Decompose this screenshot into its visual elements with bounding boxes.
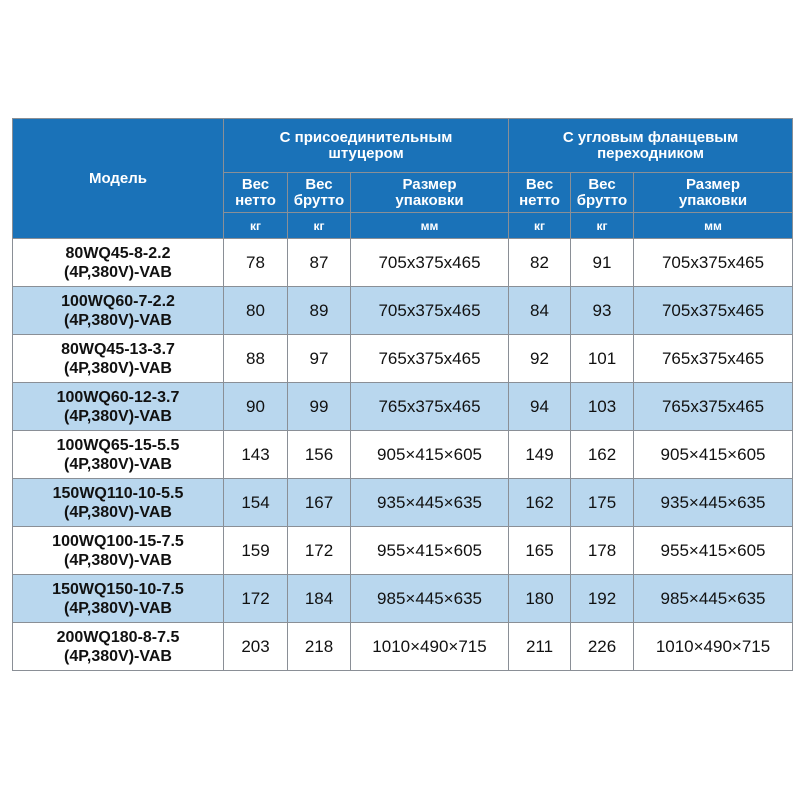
table-row — [13, 335, 793, 383]
gross-weight-cell — [571, 623, 634, 671]
gross-weight-cell-text: 162 — [587, 444, 617, 464]
net-weight-cell — [224, 383, 288, 431]
net-weight-header-flange — [509, 173, 571, 213]
net-weight-cell-text: 154 — [241, 492, 270, 512]
package-size-cell-text: 705x375x465 — [661, 252, 765, 272]
gross-weight-cell — [288, 239, 351, 287]
net-weight-cell — [224, 335, 288, 383]
package-size-cell — [634, 527, 793, 575]
model-cell — [13, 527, 224, 575]
group-header-fitting-line1: С присоединительным — [279, 128, 453, 146]
net-weight-cell — [224, 575, 288, 623]
net-weight-header-fitting — [224, 173, 288, 213]
unit-kg-net-flange — [509, 213, 571, 239]
gross-weight-cell — [571, 479, 634, 527]
unit-kg-gross-flange — [571, 213, 634, 239]
net-weight-header-fitting-text-2: нетто — [235, 191, 276, 209]
package-size-cell-text: 1010×490×715 — [655, 636, 771, 656]
net-weight-cell — [224, 239, 288, 287]
model-cell-text-1: 100WQ65-15-5.5 — [56, 436, 180, 454]
spec-table — [12, 118, 793, 671]
model-cell-text-2: (4P,380V)-VAB — [64, 503, 172, 521]
gross-weight-cell-text: 167 — [304, 492, 334, 512]
net-weight-cell — [224, 527, 288, 575]
net-weight-cell-text: 88 — [246, 348, 265, 368]
net-weight-cell-text: 78 — [246, 252, 265, 272]
gross-weight-cell-text: 93 — [592, 300, 612, 320]
package-size-cell-text: 905×415×605 — [377, 444, 482, 464]
package-size-cell-text: 705x375x465 — [378, 300, 481, 320]
gross-weight-header-fitting-text-1: Вес — [305, 175, 333, 193]
package-size-cell-text: 955×415×605 — [377, 540, 482, 560]
net-weight-cell-text: 90 — [246, 396, 265, 416]
package-size-cell — [634, 623, 793, 671]
package-size-cell — [634, 383, 793, 431]
net-weight-cell-text: 172 — [241, 588, 270, 608]
model-cell-text-2: (4P,380V)-VAB — [64, 455, 172, 473]
gross-weight-header-flange-text-2: брутто — [576, 191, 628, 209]
net-weight-cell — [509, 431, 571, 479]
package-size-cell — [351, 623, 509, 671]
group-header-flange-line1: С угловым фланцевым — [562, 128, 739, 146]
gross-weight-cell-text: 172 — [304, 540, 334, 560]
model-cell-text-1: 80WQ45-8-2.2 — [65, 244, 171, 262]
table-row — [13, 239, 793, 287]
gross-weight-cell — [288, 623, 351, 671]
gross-weight-cell-text: 218 — [304, 636, 334, 656]
table-body — [13, 239, 793, 671]
model-cell — [13, 623, 224, 671]
gross-weight-cell-text: 103 — [587, 396, 617, 416]
gross-weight-cell-text: 156 — [304, 444, 334, 464]
gross-weight-cell — [288, 575, 351, 623]
model-cell-text-2: (4P,380V)-VAB — [64, 263, 172, 281]
model-cell-text-1: 150WQ110-10-5.5 — [52, 484, 184, 502]
table-row — [13, 575, 793, 623]
model-cell-text-2: (4P,380V)-VAB — [64, 599, 172, 617]
gross-weight-cell-text: 91 — [592, 252, 612, 272]
package-size-cell — [634, 575, 793, 623]
gross-weight-cell-text: 178 — [587, 540, 617, 560]
table-row — [13, 623, 793, 671]
package-size-header-fitting-text-2: упаковки — [395, 191, 464, 209]
model-cell — [13, 575, 224, 623]
gross-weight-cell-text: 192 — [587, 588, 617, 608]
gross-weight-cell-text: 97 — [309, 348, 329, 368]
model-cell — [13, 479, 224, 527]
gross-weight-cell — [571, 575, 634, 623]
gross-weight-cell-text: 89 — [309, 300, 329, 320]
package-size-cell — [351, 239, 509, 287]
model-cell — [13, 335, 224, 383]
package-size-cell — [351, 287, 509, 335]
gross-weight-cell-text: 87 — [309, 252, 329, 272]
table-row — [13, 287, 793, 335]
model-cell-text-2: (4P,380V)-VAB — [64, 311, 172, 329]
unit-kg-gross-flange-text: кг — [596, 218, 608, 233]
net-weight-cell — [224, 287, 288, 335]
package-size-cell-text: 765x375x465 — [661, 396, 765, 416]
net-weight-cell-text: 92 — [530, 348, 549, 368]
package-size-cell — [351, 527, 509, 575]
model-cell — [13, 239, 224, 287]
gross-weight-cell — [571, 335, 634, 383]
package-size-cell — [634, 239, 793, 287]
unit-kg-gross-fitting — [288, 213, 351, 239]
package-size-cell — [351, 383, 509, 431]
model-header-label: Модель — [88, 169, 148, 187]
package-size-cell — [351, 431, 509, 479]
net-weight-cell-text: 159 — [241, 540, 270, 560]
package-size-header-flange — [634, 173, 793, 213]
gross-weight-cell-text: 175 — [587, 492, 617, 512]
package-size-cell — [351, 575, 509, 623]
gross-weight-cell — [571, 383, 634, 431]
table-row — [13, 383, 793, 431]
model-cell-text-1: 100WQ60-12-3.7 — [56, 388, 180, 406]
table-row — [13, 479, 793, 527]
net-weight-cell-text: 94 — [530, 396, 549, 416]
model-cell-text-1: 80WQ45-13-3.7 — [61, 340, 175, 358]
gross-weight-cell-text: 101 — [587, 348, 617, 368]
package-size-header-flange-text-2: упаковки — [678, 191, 748, 209]
unit-kg-net-flange-text: кг — [534, 218, 546, 233]
net-weight-cell — [509, 479, 571, 527]
model-cell-text-2: (4P,380V)-VAB — [64, 647, 172, 665]
model-cell-text-2: (4P,380V)-VAB — [64, 359, 172, 377]
net-weight-cell — [509, 335, 571, 383]
gross-weight-cell — [288, 335, 351, 383]
net-weight-cell — [224, 623, 288, 671]
gross-weight-cell — [571, 287, 634, 335]
model-cell — [13, 383, 224, 431]
gross-weight-header-flange — [571, 173, 634, 213]
table-row — [13, 431, 793, 479]
package-size-cell-text: 905×415×605 — [660, 444, 766, 464]
package-size-cell-text: 955×415×605 — [660, 540, 766, 560]
table-row — [13, 527, 793, 575]
net-weight-cell-text: 180 — [525, 588, 554, 608]
gross-weight-cell — [288, 527, 351, 575]
package-size-cell-text: 765x375x465 — [661, 348, 765, 368]
gross-weight-header-flange-text-1: Вес — [588, 175, 616, 193]
net-weight-cell-text: 84 — [530, 300, 549, 320]
gross-weight-cell-text: 184 — [304, 588, 334, 608]
package-size-cell-text: 765x375x465 — [378, 396, 481, 416]
gross-weight-cell-text: 99 — [309, 396, 329, 416]
package-size-cell — [634, 287, 793, 335]
package-size-cell-text: 765x375x465 — [378, 348, 481, 368]
package-size-cell — [351, 335, 509, 383]
gross-weight-cell — [571, 431, 634, 479]
gross-weight-cell-text: 226 — [587, 636, 617, 656]
model-cell-text-1: 150WQ150-10-7.5 — [52, 580, 184, 598]
model-cell-text-1: 200WQ180-8-7.5 — [56, 628, 180, 646]
net-weight-cell — [509, 623, 571, 671]
net-weight-header-fitting-text-1: Вес — [241, 175, 270, 193]
net-weight-cell — [509, 575, 571, 623]
net-weight-cell-text: 203 — [241, 636, 270, 656]
unit-mm-size-fitting-text: мм — [420, 218, 439, 233]
unit-mm-size-flange — [634, 213, 793, 239]
group-header-flange-line2: переходником — [597, 144, 704, 162]
model-cell — [13, 287, 224, 335]
unit-mm-size-fitting — [351, 213, 509, 239]
gross-weight-cell — [288, 479, 351, 527]
package-size-cell-text: 935×445×635 — [377, 492, 482, 512]
model-cell — [13, 431, 224, 479]
net-weight-cell-text: 162 — [525, 492, 554, 512]
package-size-cell-text: 985×445×635 — [377, 588, 482, 608]
model-cell-text-1: 100WQ60-7-2.2 — [61, 292, 175, 310]
package-size-header-fitting — [351, 173, 509, 213]
package-size-cell-text: 705x375x465 — [378, 252, 481, 272]
gross-weight-header-fitting-text-2: брутто — [293, 191, 345, 209]
unit-kg-gross-fitting-text: кг — [313, 218, 325, 233]
package-size-cell — [634, 335, 793, 383]
gross-weight-cell — [288, 287, 351, 335]
gross-weight-cell — [288, 383, 351, 431]
package-size-cell-text: 1010×490×715 — [372, 636, 487, 656]
package-size-cell-text: 935×445×635 — [660, 492, 766, 512]
gross-weight-cell — [571, 239, 634, 287]
package-size-cell-text: 985×445×635 — [660, 588, 766, 608]
net-weight-cell-text: 82 — [530, 252, 549, 272]
net-weight-header-flange-text-2: нетто — [519, 191, 560, 209]
unit-kg-net-fitting-text: кг — [249, 218, 261, 233]
table-header — [13, 119, 793, 239]
package-size-cell — [351, 479, 509, 527]
net-weight-cell — [224, 431, 288, 479]
group-header-flange — [509, 119, 793, 173]
package-size-cell-text: 705x375x465 — [661, 300, 765, 320]
net-weight-cell — [509, 527, 571, 575]
package-size-header-fitting-text-1: Размер — [402, 175, 457, 193]
package-size-header-flange-text-1: Размер — [686, 175, 741, 193]
unit-kg-net-fitting — [224, 213, 288, 239]
gross-weight-header-fitting — [288, 173, 351, 213]
net-weight-cell-text: 149 — [525, 444, 554, 464]
net-weight-cell-text: 80 — [246, 300, 265, 320]
model-cell-text-2: (4P,380V)-VAB — [64, 551, 172, 569]
package-size-cell — [634, 431, 793, 479]
model-cell-text-2: (4P,380V)-VAB — [64, 407, 172, 425]
package-size-cell — [634, 479, 793, 527]
model-cell-text-1: 100WQ100-15-7.5 — [52, 532, 184, 550]
net-weight-cell-text: 211 — [525, 636, 554, 656]
net-weight-cell-text: 165 — [525, 540, 554, 560]
group-header-fitting-line2: штуцером — [328, 144, 404, 162]
group-header-fitting — [224, 119, 509, 173]
gross-weight-cell — [288, 431, 351, 479]
gross-weight-cell — [571, 527, 634, 575]
net-weight-cell — [224, 479, 288, 527]
net-weight-cell — [509, 287, 571, 335]
net-weight-header-flange-text-1: Вес — [525, 175, 554, 193]
net-weight-cell — [509, 383, 571, 431]
net-weight-cell — [509, 239, 571, 287]
net-weight-cell-text: 143 — [241, 444, 270, 464]
model-column-header — [13, 119, 224, 239]
unit-mm-size-flange-text: мм — [704, 218, 722, 233]
